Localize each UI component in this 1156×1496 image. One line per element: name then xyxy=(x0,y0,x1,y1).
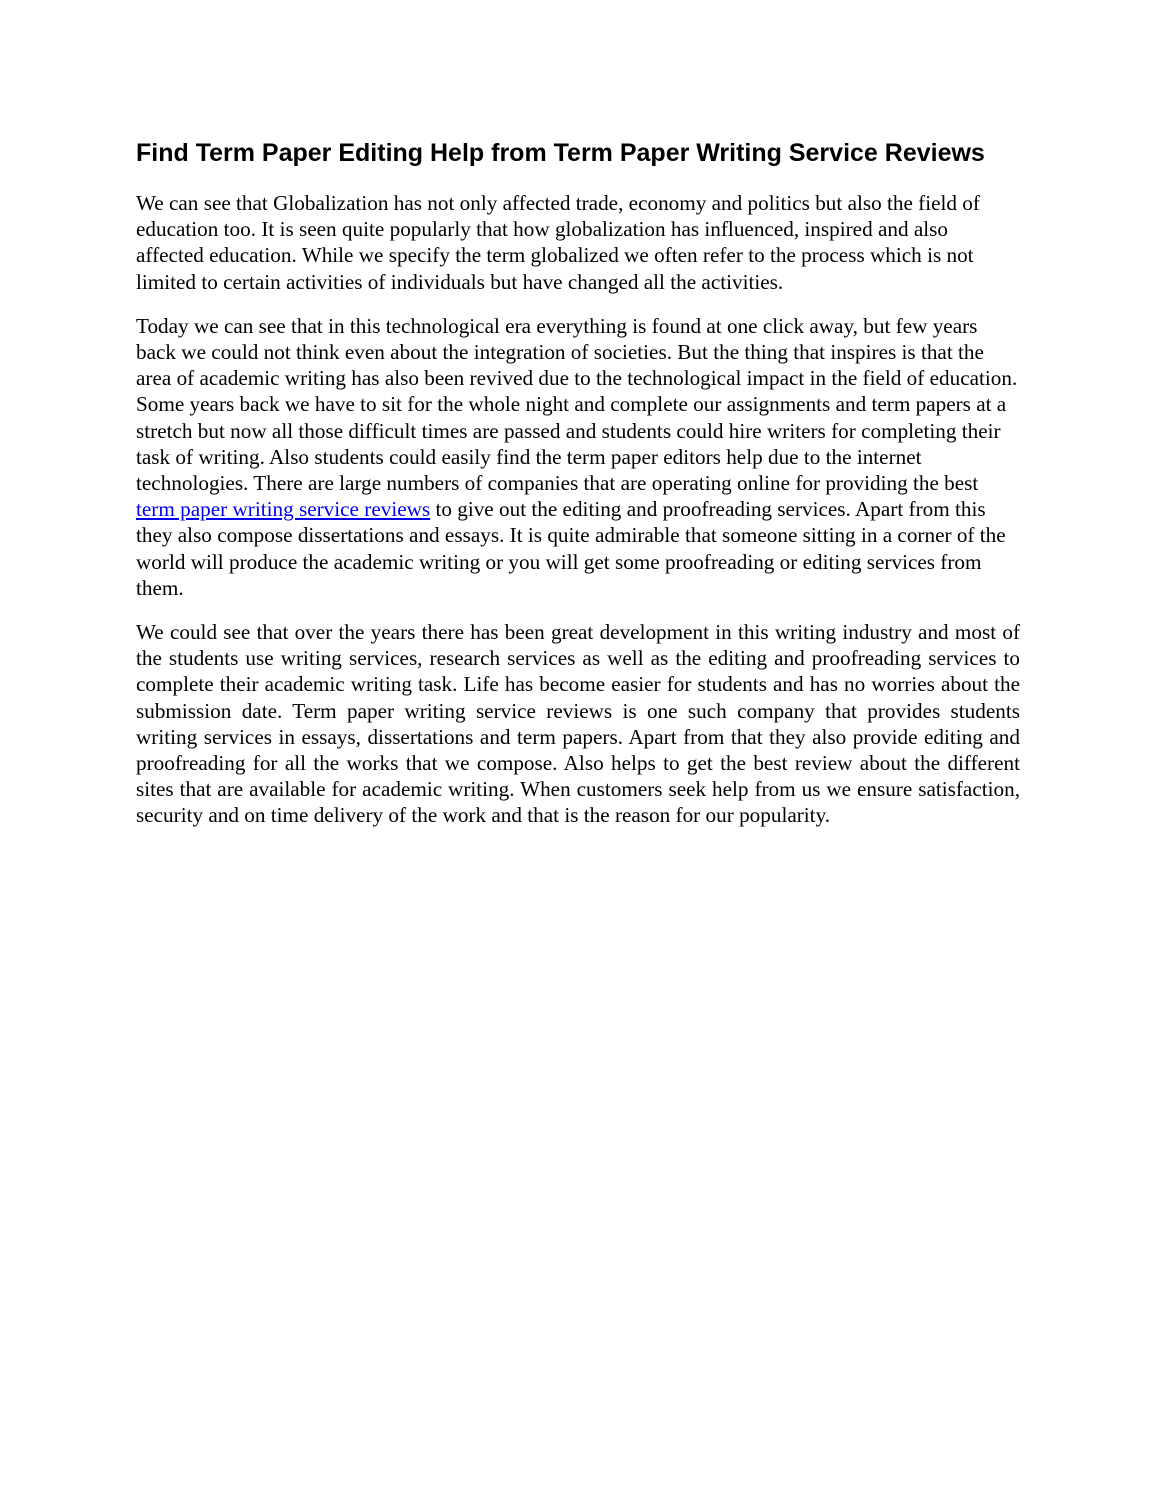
document-title: Find Term Paper Editing Help from Term Paper Writing Service Reviews xyxy=(136,139,985,167)
document-body xyxy=(136,136,1020,847)
paragraph-globalization: We can see that Globalization has not only affected trade, economy and politics but also the field of education too. It is seen quite popularly that how globalization has influenced, inspired and also affected education. While we specify the term globalized we often refer to the process which is not limited to certain activities of individuals but have changed all the activities. xyxy=(136,191,980,294)
term-paper-reviews-link[interactable]: term paper writing service reviews xyxy=(136,497,431,522)
paragraph-technology-text-after-link: to give out the editing and proofreading services. Apart from this they also compose dissertations and essays. It is quite admirable that someone sitting in a corner of the world will produce the academic writing or you will get some proofreading or editing services from them. xyxy=(136,497,1006,600)
paragraph-technology-text-before-link: Today we can see that in this technological era everything is found at one click away, but few years back we could not think even about the integration of societies. But the thing that inspires is that the area of academic writing has also been revived due to the technological impact in the field of education. Some years back we have to sit for the whole night and complete our assignments and term papers at a stretch but now all those difficult times are passed and students could hire writers for completing their task of writing. Also students could easily find the term paper editors help due to the internet technologies. There are large numbers of companies that are operating online for providing the best xyxy=(136,313,1018,496)
paragraph-technology xyxy=(136,313,1020,601)
paragraph-writing-industry: We could see that over the years there has been great development in this writing industry and most of the students use writing services, research services as well as the editing and proofreading services to complete their academic writing task. Life has become easier for students and has no worries about the submission date. Term paper writing service reviews is one such company that provides students writing services in essays, dissertations and term papers. Apart from that they also provide editing and proofreading for all the works that we compose. Also helps to get the best review about the different sites that are available for academic writing. When customers seek help from us we ensure satisfaction, security and on time delivery of the work and that is the reason for our popularity. xyxy=(136,620,1020,828)
